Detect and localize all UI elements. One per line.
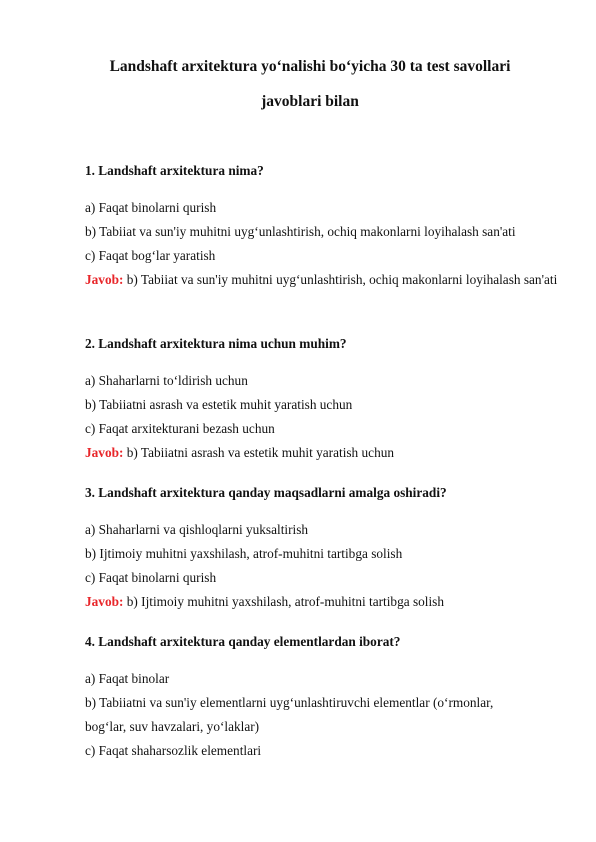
document-title-line-2: javoblari bilan: [261, 93, 359, 110]
question-3-answer-text: b) Ijtimoiy muhitni yaxshilash, atrof-muhitni tartibga solish: [123, 594, 444, 609]
question-1-option-c: c) Faqat bog‘lar yaratish: [85, 248, 216, 263]
question-3-option-a: a) Shaharlarni va qishloqlarni yuksaltirish: [85, 522, 309, 537]
question-4-option-b-continued: bog‘lar, suv havzalari, yo‘laklar): [85, 719, 260, 734]
question-1-option-b: b) Tabiiat va sun'iy muhitni uyg‘unlashtirish, ochiq makonlarni loyihalash san'ati: [85, 224, 516, 239]
question-1-answer: [85, 268, 560, 292]
question-3-option-c: c) Faqat binolarni qurish: [85, 570, 217, 585]
question-4-heading: 4. Landshaft arxitektura qanday elementlardan iborat?: [85, 634, 401, 649]
question-2-heading: 2. Landshaft arxitektura nima uchun muhim?: [85, 336, 347, 351]
answer-label: Javob:: [85, 445, 124, 460]
question-3-heading: 3. Landshaft arxitektura qanday maqsadlarni amalga oshiradi?: [85, 485, 447, 500]
question-2-option-c: c) Faqat arxitekturani bezash uchun: [85, 421, 275, 436]
question-3-answer: [85, 590, 560, 614]
question-1-heading: 1. Landshaft arxitektura nima?: [85, 163, 264, 178]
question-2-option-b: b) Tabiiatni asrash va estetik muhit yaratish uchun: [85, 397, 353, 412]
question-1-option-a: a) Faqat binolarni qurish: [85, 200, 217, 215]
question-2-answer: [85, 441, 560, 465]
question-4-option-a: a) Faqat binolar: [85, 671, 170, 686]
answer-label: Javob:: [85, 594, 124, 609]
question-3-option-b: b) Ijtimoiy muhitni yaxshilash, atrof-muhitni tartibga solish: [85, 546, 403, 561]
question-1-answer-text: b) Tabiiat va sun'iy muhitni uyg‘unlashtirish, ochiq makonlarni loyihalash san'ati: [123, 272, 558, 287]
question-2-option-a: a) Shaharlarni to‘ldirish uchun: [85, 373, 248, 388]
document-title-line-1: Landshaft arxitektura yo‘nalishi bo‘yicha 30 ta test savollari: [109, 58, 511, 75]
answer-label: Javob:: [85, 272, 124, 287]
question-4-option-c: c) Faqat shaharsozlik elementlari: [85, 743, 262, 758]
question-4-option-b: b) Tabiiatni va sun'iy elementlarni uyg‘unlashtiruvchi elementlar (o‘rmonlar,: [85, 695, 494, 710]
question-2-answer-text: b) Tabiiatni asrash va estetik muhit yaratish uchun: [123, 445, 395, 460]
